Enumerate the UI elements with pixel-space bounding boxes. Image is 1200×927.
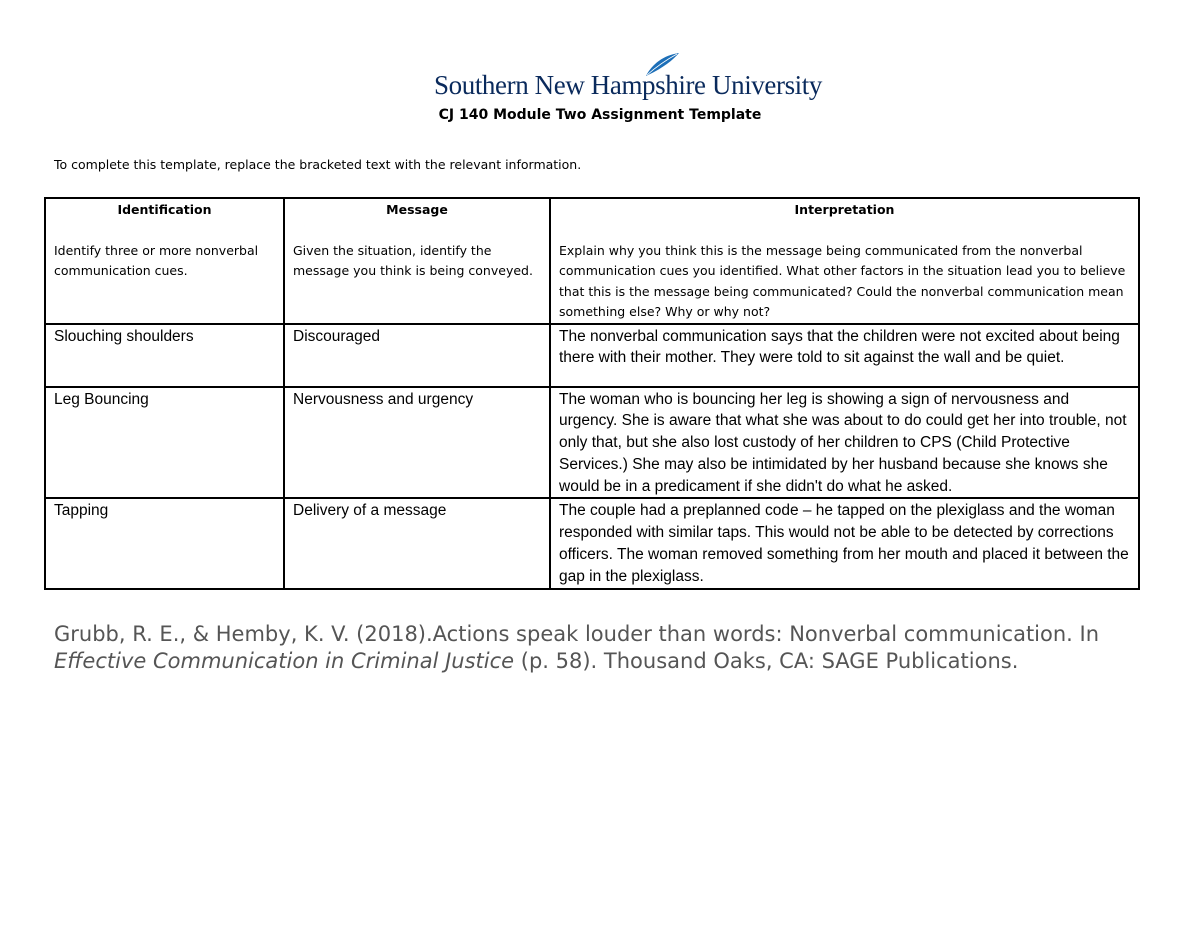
university-logo [434, 52, 822, 102]
column-title: Message [386, 202, 448, 217]
header-cell-message [284, 198, 550, 324]
column-title: Interpretation [794, 202, 895, 217]
interpretation-cell: The nonverbal communication says that the children were not excited about being there with their mother. They were told to sit against the wall and be quiet. [550, 324, 1139, 387]
column-title: Identification [117, 202, 212, 217]
document-title: CJ 140 Module Two Assignment Template [438, 107, 762, 123]
interpretation-cell: The couple had a preplanned code – he tapped on the plexiglass and the woman responded with similar taps. This would not be able to be detected by corrections officers. The woman removed something from her mouth and placed it between the gap in the plexiglass. [550, 498, 1139, 588]
citation-publisher: (p. 58). Thousand Oaks, CA: SAGE Publications. [514, 649, 1019, 673]
table-header-row [45, 198, 1139, 324]
column-description: Given the situation, identify the message you think is being conveyed. [293, 242, 533, 278]
identification-cell: Slouching shoulders [45, 324, 284, 387]
citation-authors: Grubb, R. E., & Hemby, K. V. (2018).Actions speak louder than words: Nonverbal communication. In [54, 622, 1100, 646]
interpretation-cell: The woman who is bouncing her leg is showing a sign of nervousness and urgency. She is aware that what she was about to do could get her into trouble, not only that, but she also lost custody of her children to CPS (Child Protective Services.) She may also be intimidated by her husband because she knows she would be in a predicament if she didn't do what he asked. [550, 387, 1139, 499]
quill-leaf-icon [642, 52, 682, 78]
reference-citation [54, 621, 1134, 675]
header-cell-interpretation [550, 198, 1139, 324]
citation-book-title: Effective Communication in Criminal Justice [54, 649, 515, 673]
message-cell: Delivery of a message [284, 498, 550, 588]
table-row [45, 498, 1139, 588]
instruction-text: To complete this template, replace the bracketed text with the relevant information. [54, 157, 582, 172]
table-row [45, 324, 1139, 387]
identification-cell: Leg Bouncing [45, 387, 284, 499]
assignment-table [44, 197, 1140, 590]
logo-wordmark: Southern New Hampshire University [434, 70, 822, 100]
message-cell: Nervousness and urgency [284, 387, 550, 499]
header-cell-identification [45, 198, 284, 324]
identification-cell: Tapping [45, 498, 284, 588]
column-description: Identify three or more nonverbal communication cues. [54, 242, 259, 278]
table-row [45, 387, 1139, 499]
message-cell: Discouraged [284, 324, 550, 387]
column-description: Explain why you think this is the message being communicated from the nonverbal communication cues you identified. What other factors in the situation lead you to believe that this is the message being communicated? Could the nonverbal communication mean something else? Why or why not? [559, 242, 1126, 319]
